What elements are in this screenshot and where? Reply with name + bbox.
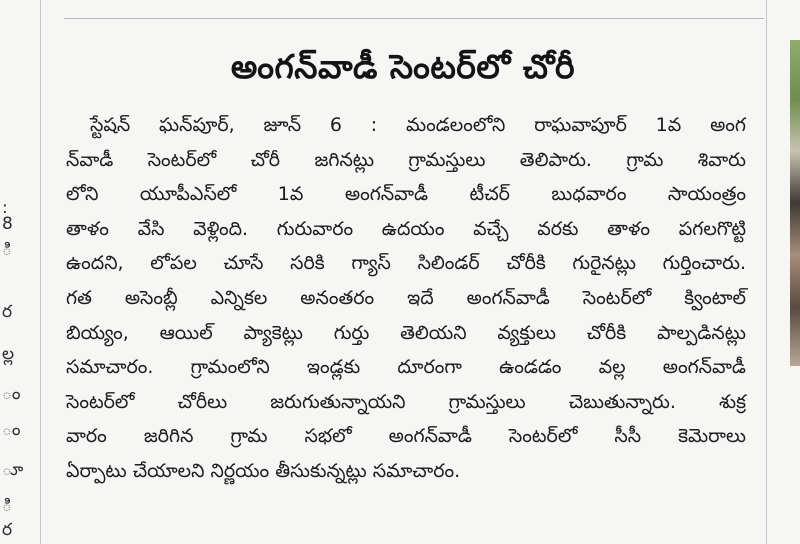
neighbor-fragment: ర: [2, 520, 13, 540]
neighbor-fragment: ి: [2, 496, 12, 516]
top-divider: [64, 18, 764, 19]
article-line: ఏర్పాటు చేయాలని నిర్ణయం తీసుకున్నట్లు సమాచారం.: [66, 459, 461, 482]
neighbor-fragment: ర: [2, 302, 13, 322]
article-line: న్‌వాడీ సెంటర్‌లో చోరీ జగినట్లు గ్రామస్తులు తెలిపారు. గ్రామ శివారు: [66, 148, 746, 171]
neighbor-fragment: :: [2, 198, 8, 218]
article-line: ఉందని, లోపల చూసే సరికి గ్యాస్ సిలిండర్ చోరీకి గురైనట్లు గుర్తించారు.: [66, 252, 746, 275]
neighbor-fragment: ం: [2, 420, 21, 440]
article-line: సమాచారం. గ్రామంలోని ఇండ్లకు దూరంగా ఉండడం వల్ల అంగన్‌వాడీ: [66, 356, 746, 379]
article-line: తాళం వేసి వెళ్లింది. గురువారం ఉదయం వచ్చే వరకు తాళం పగలగొట్టి: [66, 217, 746, 240]
neighbor-fragment: ల్ల: [2, 344, 15, 364]
neighbor-fragment: ి: [2, 240, 12, 260]
article-line: లోని యూపీఎస్‌లో 1వ అంగన్‌వాడీ టీచర్ బుధవారం సాయంత్రం: [66, 183, 746, 206]
article-line: సెంటర్‌లో చోరీలు జరుగుతున్నాయని గ్రామస్తులు చెబుతున్నారు. శుక్ర: [66, 390, 746, 413]
article-body: [66, 108, 746, 489]
article-line: గత అసెంబ్లీ ఎన్నికల అనంతరం ఇదే అంగన్‌వాడీ సెంటర్‌లో క్వింటాల్: [66, 286, 746, 309]
neighbor-fragment: ం: [2, 384, 21, 404]
adjacent-photo-edge: [790, 40, 800, 366]
right-column-divider: [766, 0, 767, 544]
article-headline: అంగన్‌వాడీ సెంటర్‌లో చోరీ: [230, 47, 576, 86]
article-line: స్టేషన్ ఘన్‌పూర్, జూన్ 6 : మండలంలోని రాఘవాపూర్ 1వ అంగ: [90, 114, 746, 136]
neighbor-column-fragments: [2, 200, 24, 540]
neighbor-fragment: ూ: [2, 460, 24, 480]
article-line: వారం జరిగిన గ్రామ సభలో అంగన్‌వాడీ సెంటర్‌లో సీసీ కెమెరాలు: [66, 425, 746, 448]
neighbor-fragment: 8: [2, 214, 13, 234]
article-line: బియ్యం, ఆయిల్ ప్యాకెట్లు గుర్తు తెలియని వ్యక్తులు చోరీకి పాల్పడినట్లు: [66, 321, 746, 344]
